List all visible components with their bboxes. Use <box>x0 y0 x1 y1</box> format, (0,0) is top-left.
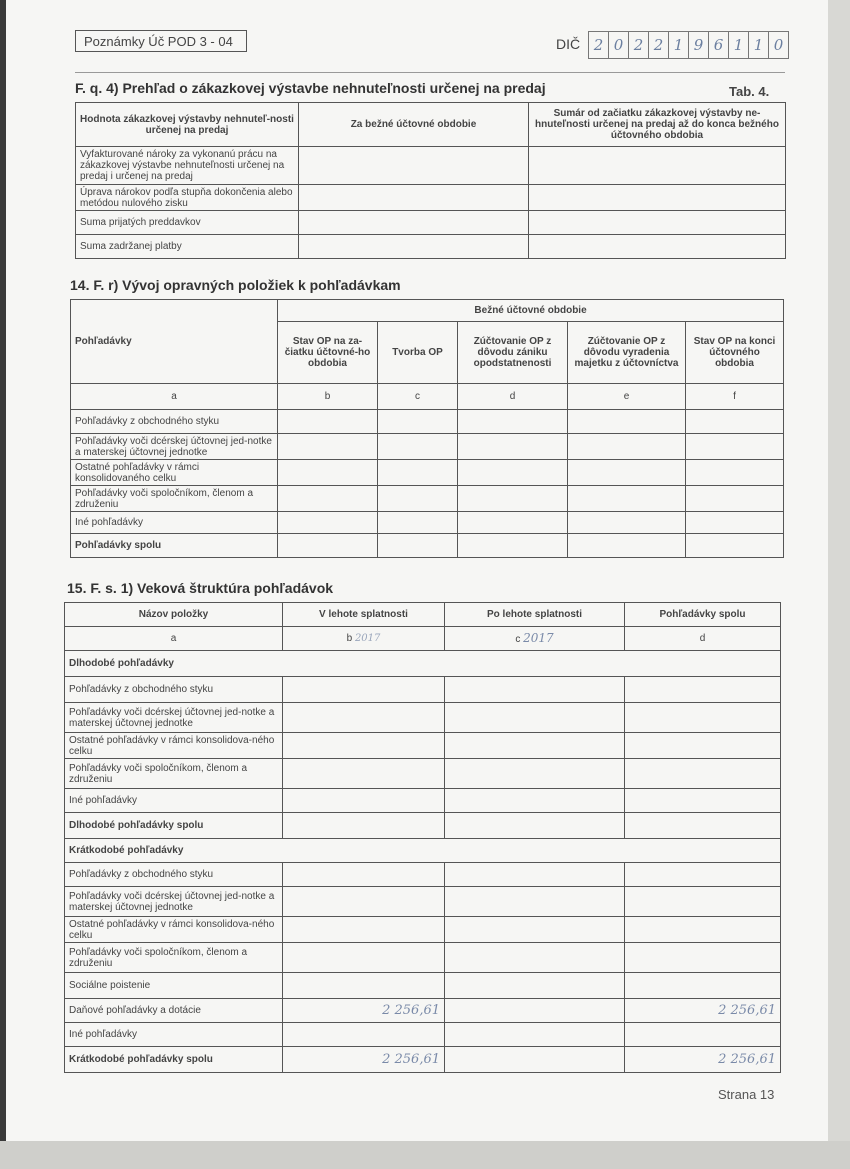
t14-cell[interactable] <box>686 534 784 558</box>
t15-table <box>64 602 781 1073</box>
t15-cell[interactable] <box>625 813 781 839</box>
t15-cell[interactable] <box>283 1047 445 1073</box>
t15-cell[interactable] <box>445 863 625 887</box>
handwritten-value: 2 256,61 <box>718 1051 776 1067</box>
t4-cell[interactable] <box>529 235 786 259</box>
page-number: Strana 13 <box>718 1087 775 1102</box>
t15-cell[interactable] <box>625 1047 781 1073</box>
t15-cell[interactable] <box>625 677 781 703</box>
t4-col2-header: Za bežné účtovné obdobie <box>299 103 529 147</box>
t14-col-header: Stav OP na za-čiatku účtovné-ho obdobia <box>278 322 378 384</box>
t15-cell[interactable] <box>283 917 445 943</box>
t15-row-label: Pohľadávky z obchodného styku <box>65 677 283 703</box>
scan-margin-bottom <box>0 1141 850 1169</box>
t15-cell[interactable] <box>445 813 625 839</box>
t4-cell[interactable] <box>529 147 786 185</box>
t14-cell[interactable] <box>686 410 784 434</box>
t15-row-label: Daňové pohľadávky a dotácie <box>65 999 283 1023</box>
t14-row-label: Ostatné pohľadávky v rámci konsolidovaného celku <box>71 460 278 486</box>
t14-cell[interactable] <box>458 410 568 434</box>
t14-cell[interactable] <box>278 410 378 434</box>
t15-cell[interactable] <box>625 917 781 943</box>
t15-col-header: V lehote splatnosti <box>283 603 445 627</box>
t15-cell[interactable] <box>625 863 781 887</box>
t14-row-label: Iné pohľadávky <box>71 512 278 534</box>
dic-digit: 1 <box>668 31 689 59</box>
t14-col-header: Zúčtovanie OP z dôvodu zániku opodstatnenosti <box>458 322 568 384</box>
t15-col-header: Po lehote splatnosti <box>445 603 625 627</box>
t15-cell[interactable] <box>445 759 625 789</box>
t4-row-label: Suma zadržanej platby <box>76 235 299 259</box>
t14-row-label: Pohľadávky voči dcérskej účtovnej jed-notke a materskej účtovnej jednotke <box>71 434 278 460</box>
t14-cell[interactable] <box>378 486 458 512</box>
t14-letter: e <box>568 384 686 410</box>
t14-col-header: Stav OP na konci účtovného obdobia <box>686 322 784 384</box>
t15-cell[interactable] <box>445 917 625 943</box>
t15-cell[interactable] <box>625 733 781 759</box>
t15-row-label: Iné pohľadávky <box>65 1023 283 1047</box>
t14-cell[interactable] <box>458 486 568 512</box>
t15-cell[interactable] <box>445 943 625 973</box>
t15-cell[interactable] <box>283 733 445 759</box>
t4-row-label: Úprava nárokov podľa stupňa dokončenia alebo metódou nulového zisku <box>76 185 299 211</box>
t4-cell[interactable] <box>299 147 529 185</box>
t15-cell[interactable] <box>445 789 625 813</box>
t14-cell[interactable] <box>278 460 378 486</box>
t14-cell[interactable] <box>378 534 458 558</box>
t15-cell[interactable] <box>445 887 625 917</box>
t15-cell[interactable] <box>283 677 445 703</box>
t15-row-label: Iné pohľadávky <box>65 789 283 813</box>
t15-cell[interactable] <box>283 1023 445 1047</box>
header-rule <box>75 72 785 73</box>
t15-cell[interactable] <box>445 1023 625 1047</box>
t15-row-label: Sociálne poistenie <box>65 973 283 999</box>
t15-cell[interactable] <box>283 943 445 973</box>
t14-cell[interactable] <box>458 460 568 486</box>
t4-col3-header: Sumár od začiatku zákazkovej výstavby ne-hnuteľnosti určenej na predaj až do konca bežného účtovného obdobia <box>529 103 786 147</box>
t14-cell[interactable] <box>378 460 458 486</box>
t15-short-head: Krátkodobé pohľadávky <box>65 839 781 863</box>
t15-cell[interactable] <box>445 677 625 703</box>
t14-col-header: Zúčtovanie OP z dôvodu vyradenia majetku z účtovníctva <box>568 322 686 384</box>
t4-cell[interactable] <box>299 185 529 211</box>
dic-digits <box>588 31 788 59</box>
t15-letter: d <box>625 627 781 651</box>
handwritten-year: 2017 <box>523 630 554 645</box>
scan-edge <box>0 0 6 1141</box>
t15-cell[interactable] <box>625 999 781 1023</box>
t15-title: 15. F. s. 1) Veková štruktúra pohľadávok <box>67 580 334 596</box>
t15-row-label: Ostatné pohľadávky v rámci konsolidova-ného celku <box>65 733 283 759</box>
t15-cell[interactable] <box>445 703 625 733</box>
handwritten-value: 2 256,61 <box>382 1051 440 1067</box>
t15-letter-cell <box>283 627 445 651</box>
t4-tab-number: Tab. 4. <box>729 84 770 99</box>
t15-col-header: Názov položky <box>65 603 283 627</box>
t14-total-label: Pohľadávky spolu <box>71 534 278 558</box>
scan-margin-right <box>828 0 850 1169</box>
t15-letter-cell <box>445 627 625 651</box>
t15-cell[interactable] <box>283 973 445 999</box>
t14-letter: a <box>71 384 278 410</box>
t14-cell[interactable] <box>378 512 458 534</box>
t14-cell[interactable] <box>568 410 686 434</box>
handwritten-value: 2 256,61 <box>718 1002 776 1018</box>
t14-cell[interactable] <box>458 434 568 460</box>
t15-row-label: Pohľadávky voči dcérskej účtovnej jed-notke a materskej účtovnej jednotke <box>65 887 283 917</box>
dic-digit: 9 <box>688 31 709 59</box>
t15-cell[interactable] <box>283 813 445 839</box>
t14-cell[interactable] <box>458 534 568 558</box>
t4-cell[interactable] <box>299 211 529 235</box>
t4-row-label: Vyfakturované nároky za vykonanú prácu na zákazkovej výstavbe nehnuteľnosti určenej na predaj i určenej na predaj <box>76 147 299 185</box>
t15-row-label: Pohľadávky voči dcérskej účtovnej jed-notke a materskej účtovnej jednotke <box>65 703 283 733</box>
t15-cell[interactable] <box>445 999 625 1023</box>
t14-title: 14. F. r) Vývoj opravných položiek k pohľadávkam <box>70 277 401 293</box>
t14-cell[interactable] <box>568 512 686 534</box>
t14-cell[interactable] <box>568 486 686 512</box>
t14-letter: c <box>378 384 458 410</box>
handwritten-year: 2017 <box>354 633 381 644</box>
t14-cell[interactable] <box>278 434 378 460</box>
dic-digit: 2 <box>628 31 649 59</box>
t15-row-label: Pohľadávky voči spoločníkom, členom a združeniu <box>65 759 283 789</box>
t14-letter: d <box>458 384 568 410</box>
t15-cell[interactable] <box>625 759 781 789</box>
t15-long-total: Dlhodobé pohľadávky spolu <box>65 813 283 839</box>
t14-rowhead: Pohľadávky <box>71 300 278 384</box>
t14-cell[interactable] <box>278 534 378 558</box>
t15-cell[interactable] <box>283 789 445 813</box>
t4-row-label: Suma prijatých preddavkov <box>76 211 299 235</box>
t4-col1-header: Hodnota zákazkovej výstavby nehnuteľ-nosti určenej na predaj <box>76 103 299 147</box>
t4-cell[interactable] <box>529 211 786 235</box>
dic-digit: 0 <box>768 31 789 59</box>
t14-letter: f <box>686 384 784 410</box>
t15-short-total: Krátkodobé pohľadávky spolu <box>65 1047 283 1073</box>
t4-cell[interactable] <box>299 235 529 259</box>
t14-cell[interactable] <box>378 410 458 434</box>
dic-digit: 1 <box>748 31 769 59</box>
t14-cell[interactable] <box>458 512 568 534</box>
t15-letter: a <box>65 627 283 651</box>
t15-cell[interactable] <box>625 943 781 973</box>
dic-label: DIČ <box>556 36 581 52</box>
handwritten-value: 2 256,61 <box>382 1002 440 1018</box>
t14-cell[interactable] <box>686 460 784 486</box>
t15-col-header: Pohľadávky spolu <box>625 603 781 627</box>
t14-cell[interactable] <box>686 434 784 460</box>
t14-table <box>70 299 784 558</box>
t14-letter: b <box>278 384 378 410</box>
t14-group-header: Bežné účtovné obdobie <box>278 300 784 322</box>
t15-cell[interactable] <box>283 999 445 1023</box>
t14-cell[interactable] <box>686 512 784 534</box>
t15-cell[interactable] <box>283 703 445 733</box>
t15-row-label: Pohľadávky voči spoločníkom, členom a združeniu <box>65 943 283 973</box>
t14-cell[interactable] <box>568 434 686 460</box>
t15-cell[interactable] <box>625 1023 781 1047</box>
t4-title: F. q. 4) Prehľad o zákazkovej výstavbe nehnuteľnosti určenej na predaj <box>75 80 546 96</box>
document-title: Poznámky Úč POD 3 - 04 <box>75 30 247 52</box>
t15-cell[interactable] <box>445 733 625 759</box>
t15-row-label: Ostatné pohľadávky v rámci konsolidova-ného celku <box>65 917 283 943</box>
t15-letter: c <box>515 633 521 645</box>
t14-cell[interactable] <box>686 486 784 512</box>
t14-cell[interactable] <box>378 434 458 460</box>
t15-cell[interactable] <box>283 863 445 887</box>
t14-col-header: Tvorba OP <box>378 322 458 384</box>
t14-cell[interactable] <box>568 534 686 558</box>
dic-digit: 0 <box>608 31 629 59</box>
t15-letter: b <box>346 633 353 644</box>
t15-long-head: Dlhodobé pohľadávky <box>65 651 781 677</box>
t15-cell[interactable] <box>445 973 625 999</box>
t14-cell[interactable] <box>568 460 686 486</box>
t15-cell[interactable] <box>625 887 781 917</box>
t15-cell[interactable] <box>283 887 445 917</box>
t4-cell[interactable] <box>529 185 786 211</box>
t15-cell[interactable] <box>625 789 781 813</box>
t14-cell[interactable] <box>278 486 378 512</box>
t15-cell[interactable] <box>625 703 781 733</box>
t14-row-label: Pohľadávky z obchodného styku <box>71 410 278 434</box>
dic-digit: 6 <box>708 31 729 59</box>
t15-cell[interactable] <box>283 759 445 789</box>
t15-cell[interactable] <box>625 973 781 999</box>
dic-digit: 2 <box>648 31 669 59</box>
dic-digit: 2 <box>588 31 609 59</box>
t4-table <box>75 102 786 259</box>
t15-row-label: Pohľadávky z obchodného styku <box>65 863 283 887</box>
t15-cell[interactable] <box>445 1047 625 1073</box>
dic-digit: 1 <box>728 31 749 59</box>
t14-cell[interactable] <box>278 512 378 534</box>
t14-row-label: Pohľadávky voči spoločníkom, členom a združeniu <box>71 486 278 512</box>
